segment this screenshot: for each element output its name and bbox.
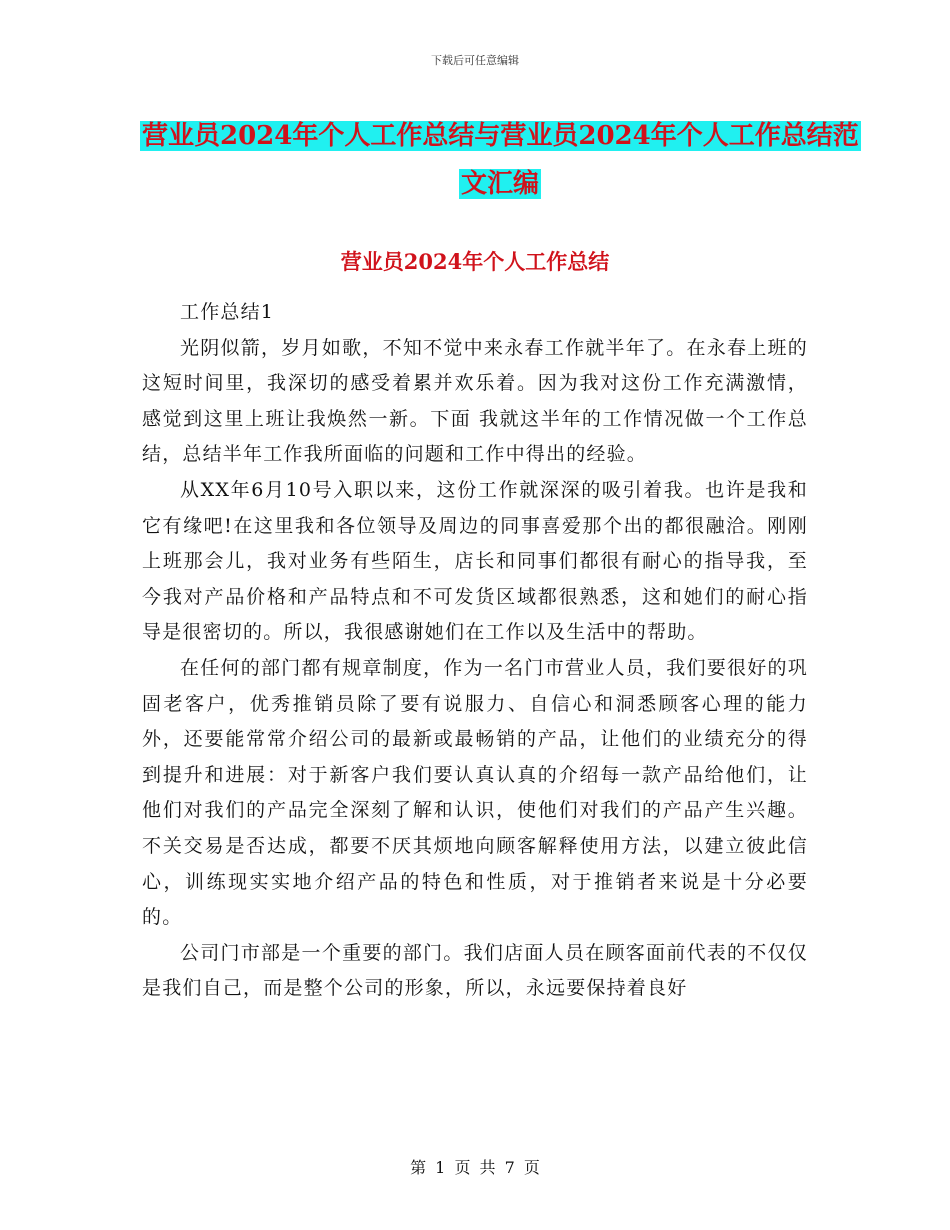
document-title xyxy=(140,112,860,208)
paragraph: 从XX年6月10号入职以来，这份工作就深深的吸引着我。也许是我和它有缘吧!在这里我和各位领导及周边的同事喜爱那个出的都很融洽。刚刚上班那会儿，我对业务有些陌生，店长和同事们都很有耐心的指导我，至今我对产品价格和产品特点和不可发货区域都很熟悉，这和她们的耐心指导是很密切的。所以，我很感谢她们在工作以及生活中的帮助。 xyxy=(142,478,808,644)
section-title: 营业员2024年个人工作总结 xyxy=(340,249,610,274)
page-number: 第 1 页 共 7 页 xyxy=(410,1158,540,1177)
paragraph: 公司门市部是一个重要的部门。我们店面人员在顾客面前代表的不仅仅是我们自己，而是整个公司的形象，所以，永远要保持着良好 xyxy=(142,941,808,1000)
paragraph: 在任何的部门都有规章制度，作为一名门市营业人员，我们要很好的巩固老客户，优秀推销员除了要有说服力、自信心和洞悉顾客心理的能力外，还要能常常介绍公司的最新或最畅销的产品，让他们的业绩充分的得到提升和进展：对于新客户我们要认真认真的介绍每一款产品给他们，让他们对我们的产品完全深刻了解和认识，使他们对我们的产品产生兴趣。不关交易是否达成，都要不厌其烦地向顾客解释使用方法，以建立彼此信心，训练现实实地介绍产品的特色和性质，对于推销者来说是十分必要的。 xyxy=(142,656,808,929)
document-body xyxy=(142,295,808,1007)
paragraph: 光阴似箭，岁月如歌，不知不觉中来永春工作就半年了。在永春上班的这短时间里，我深切的感受着累并欢乐着。因为我对这份工作充满激情，感觉到这里上班让我焕然一新。下面 我就这半年的工作情况做一个工作总结，总结半年工作我所面临的问题和工作中得出的经验。 xyxy=(142,336,808,466)
page-header: 下载后可任意编辑 xyxy=(431,54,519,67)
document-title-text: 营业员2024年个人工作总结与营业员2024年个人工作总结范文汇编 xyxy=(142,121,859,199)
paragraph-heading: 工作总结1 xyxy=(180,301,275,323)
